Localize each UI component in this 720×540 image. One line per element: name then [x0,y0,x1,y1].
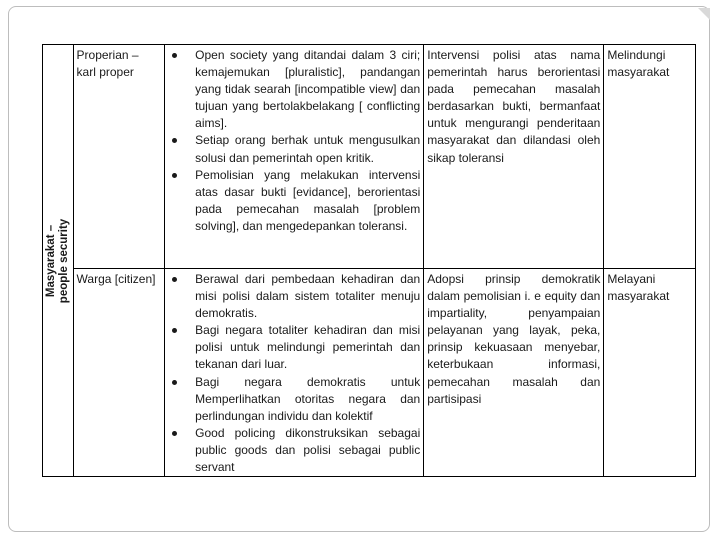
bullet-item: Pemolisian yang melakukan intervensi atas dasar bukti [evidance], berorientasi pada pemecahan masalah [problem solving], dan mengedepankan toleransi. [165,167,420,235]
side-header [45,218,71,302]
description-cell: Intervensi polisi atas nama pemerintah harus berorientasi pada pemecahan masalah berdasarkan bukti, bermanfaat untuk mengurangi penderitaan masyarakat dan dilandasi oleh sikap toleransi [424,45,604,269]
bullet-item: Good policing dikonstruksikan sebagai public goods dan polisi sebagai public servant [165,425,420,476]
side-header-line1: Masyarakat – [44,224,57,297]
side-header-cell [43,45,74,477]
row-label: Properian – karl proper [73,45,165,269]
row-label: Warga [citizen] [73,269,165,477]
purpose-cell: Melindungi masyarakat [604,45,696,269]
comparison-table [42,44,696,477]
table-row [43,45,696,269]
bullets-cell [165,269,424,477]
purpose-cell: Melayani masyarakat [604,269,696,477]
side-header-line2: people security [57,218,70,303]
bullet-list [165,47,420,235]
bullets-cell [165,45,424,269]
description-cell: Adopsi prinsip demokratik dalam pemolisian i. e equity dan impartiality, penyampaian pelayanan yang layak, peka, prinsip kekuasaan menyebar, keterbukaan informasi, pemecahan masalah dan partisipasi [424,269,604,477]
bullet-item: Open society yang ditandai dalam 3 ciri; kemajemukan [pluralistic], pandangan yang tidak searah [incompatible view] dan tujuan yang bertolakbelakang [ conflicting aims]. [165,47,420,132]
bullet-item: Setiap orang berhak untuk mengusulkan solusi dan pemerintah open kritik. [165,132,420,166]
bullet-list [165,271,420,476]
page-corner [698,8,710,20]
bullet-item: Bagi negara totaliter kehadiran dan misi polisi untuk melindungi pemerintah dan tekanan dari luar. [165,322,420,373]
bullet-item: Bagi negara demokratis untuk Memperlihatkan otoritas negara dan perlindungan individu dan kolektif [165,374,420,425]
table-row [43,269,696,477]
bullet-item: Berawal dari pembedaan kehadiran dan misi polisi dalam sistem totaliter menuju demokratis. [165,271,420,322]
